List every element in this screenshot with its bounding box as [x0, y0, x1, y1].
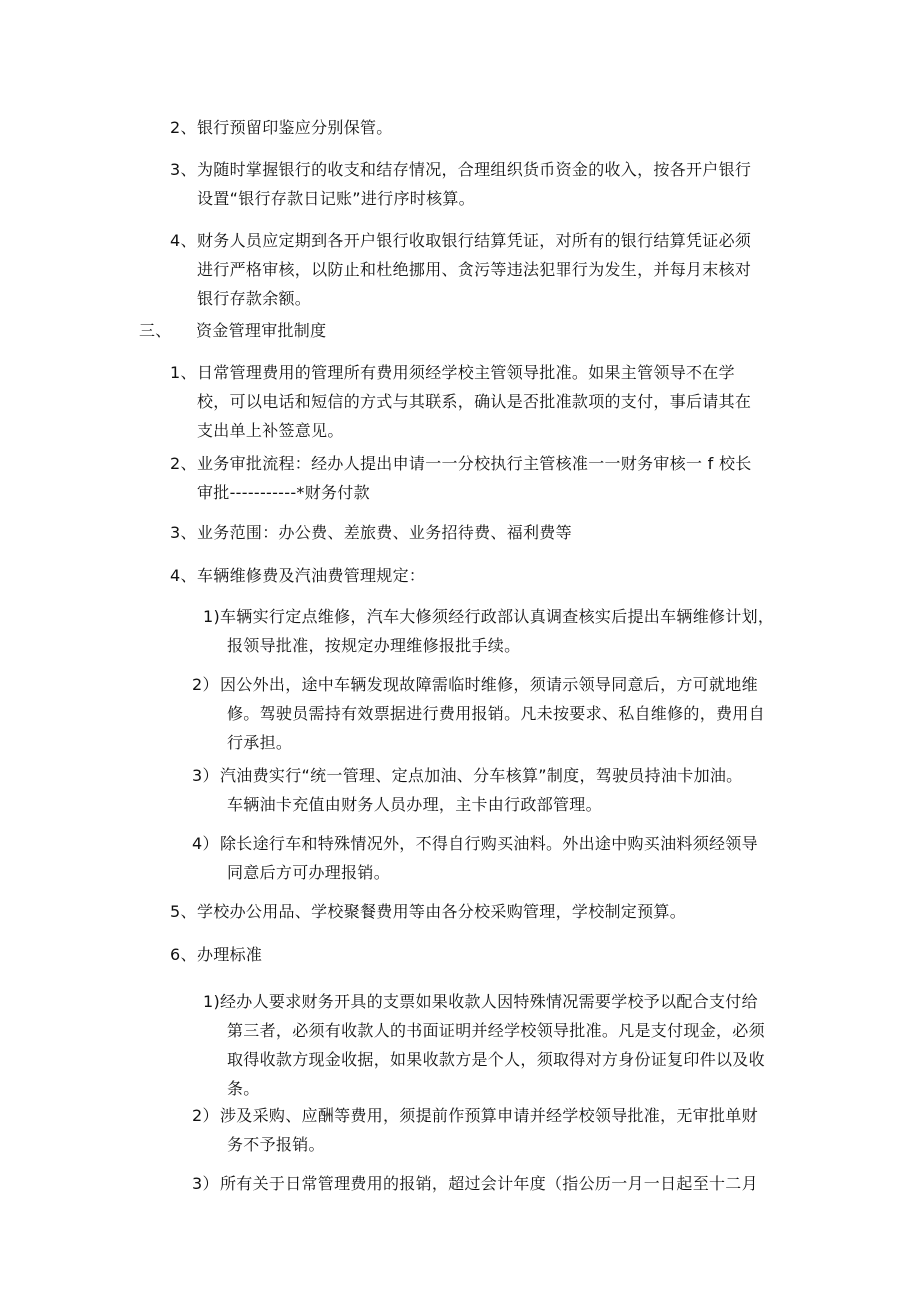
sub-item-text: 第三者，必须有收款人的书面证明并经学校领导批准。凡是支付现金，必须 [227, 1021, 765, 1040]
sub-list-item [192, 1101, 758, 1159]
sub-item-text: 车辆实行定点维修，汽车大修须经行政部认真调查核实后提出车辆维修计划， [220, 607, 775, 626]
sub-item-text: 行承担。 [227, 733, 293, 752]
item-text: 支出单上补签意见。 [197, 421, 344, 440]
list-item [170, 561, 425, 590]
sub-list-item [192, 670, 765, 757]
item-number: 5、 [170, 902, 197, 921]
item-number: 3、 [170, 160, 197, 179]
sub-item-number: 4） [192, 834, 219, 853]
item-text: 进行严格审核，以防止和杜绝挪用、贪污等违法犯罪行为发生，并每月末核对 [197, 260, 752, 279]
list-item [170, 226, 751, 313]
item-text: 业务范围：办公费、差旅费、业务招待费、福利费等 [197, 523, 572, 542]
item-number: 4、 [170, 231, 197, 250]
sub-item-number: 2） [192, 675, 219, 694]
item-text: 财务人员应定期到各开户银行收取银行结算凭证，对所有的银行结算凭证必须 [197, 231, 752, 250]
section-heading [139, 316, 326, 345]
sub-item-text: 同意后方可办理报销。 [227, 863, 391, 882]
item-text: 办理标准 [197, 945, 263, 964]
sub-list-item [203, 987, 765, 1103]
sub-list-item [203, 602, 774, 660]
sub-item-text: 取得收款方现金收据，如果收款方是个人，须取得对方身份证复印件以及收 [227, 1050, 765, 1069]
sub-item-text: 报领导批准，按规定办理维修报批手续。 [227, 636, 521, 655]
item-text: 审批-----------*财务付款 [197, 483, 370, 502]
list-item [170, 155, 751, 213]
item-number: 2、 [170, 118, 197, 137]
sub-list-item [192, 829, 758, 887]
item-text: 车辆维修费及汽油费管理规定： [197, 566, 426, 585]
item-number: 6、 [170, 945, 197, 964]
list-item [170, 897, 686, 926]
sub-item-text: 所有关于日常管理费用的报销，超过会计年度（指公历一月一日起至十二月 [220, 1174, 758, 1193]
sub-item-number: 3） [192, 1174, 219, 1193]
sub-item-text: 除长途行车和特殊情况外，不得自行购买油料。外出途中购买油料须经领导 [220, 834, 758, 853]
section-title: 资金管理审批制度 [196, 321, 327, 340]
sub-item-number: 1) [203, 607, 221, 626]
item-text: 设置“银行存款日记账”进行序时核算。 [197, 189, 475, 208]
sub-item-text: 修。驾驶员需持有效票据进行费用报销。凡未按要求、私自维修的，费用自 [227, 704, 765, 723]
section-number: 三、 [139, 321, 172, 340]
sub-item-text: 经办人要求财务开具的支票如果收款人因特殊情况需要学校予以配合支付给 [220, 992, 758, 1011]
sub-item-text: 因公外出，途中车辆发现故障需临时维修，须请示领导同意后，方可就地维 [220, 675, 758, 694]
list-item [170, 113, 393, 142]
sub-list-item [192, 761, 742, 819]
sub-item-number: 2） [192, 1106, 219, 1125]
sub-item-text: 务不予报销。 [227, 1135, 325, 1154]
sub-item-text: 涉及采购、应酬等费用，须提前作预算申请并经学校领导批准，无审批单财 [220, 1106, 758, 1125]
list-item [170, 449, 752, 507]
item-number: 2、 [170, 454, 197, 473]
list-item [170, 358, 751, 445]
sub-list-item [192, 1169, 758, 1198]
item-text: 银行预留印鉴应分别保管。 [197, 118, 393, 137]
list-item [170, 940, 262, 969]
item-text: 银行存款余额。 [197, 289, 312, 308]
sub-item-text: 车辆油卡充值由财务人员办理，主卡由行政部管理。 [227, 795, 602, 814]
item-text: 日常管理费用的管理所有费用须经学校主管领导批准。如果主管领导不在学 [197, 363, 735, 382]
item-number: 1、 [170, 363, 197, 382]
sub-item-text: 条。 [227, 1079, 260, 1098]
sub-item-text: 汽油费实行“统一管理、定点加油、分车核算”制度，驾驶员持油卡加油。 [220, 766, 743, 785]
sub-item-number: 3） [192, 766, 219, 785]
item-number: 4、 [170, 566, 197, 585]
sub-item-number: 1) [203, 992, 221, 1011]
item-text: 校，可以电话和短信的方式与其联系，确认是否批准款项的支付，事后请其在 [197, 392, 752, 411]
item-text: 业务审批流程：经办人提出申请一一分校执行主管核准一一财务审核一 f 校长 [197, 454, 752, 473]
list-item [170, 518, 572, 547]
item-text: 为随时掌握银行的收支和结存情况，合理组织货币资金的收入，按各开户银行 [197, 160, 752, 179]
item-number: 3、 [170, 523, 197, 542]
item-text: 学校办公用品、学校聚餐费用等由各分校采购管理，学校制定预算。 [197, 902, 687, 921]
